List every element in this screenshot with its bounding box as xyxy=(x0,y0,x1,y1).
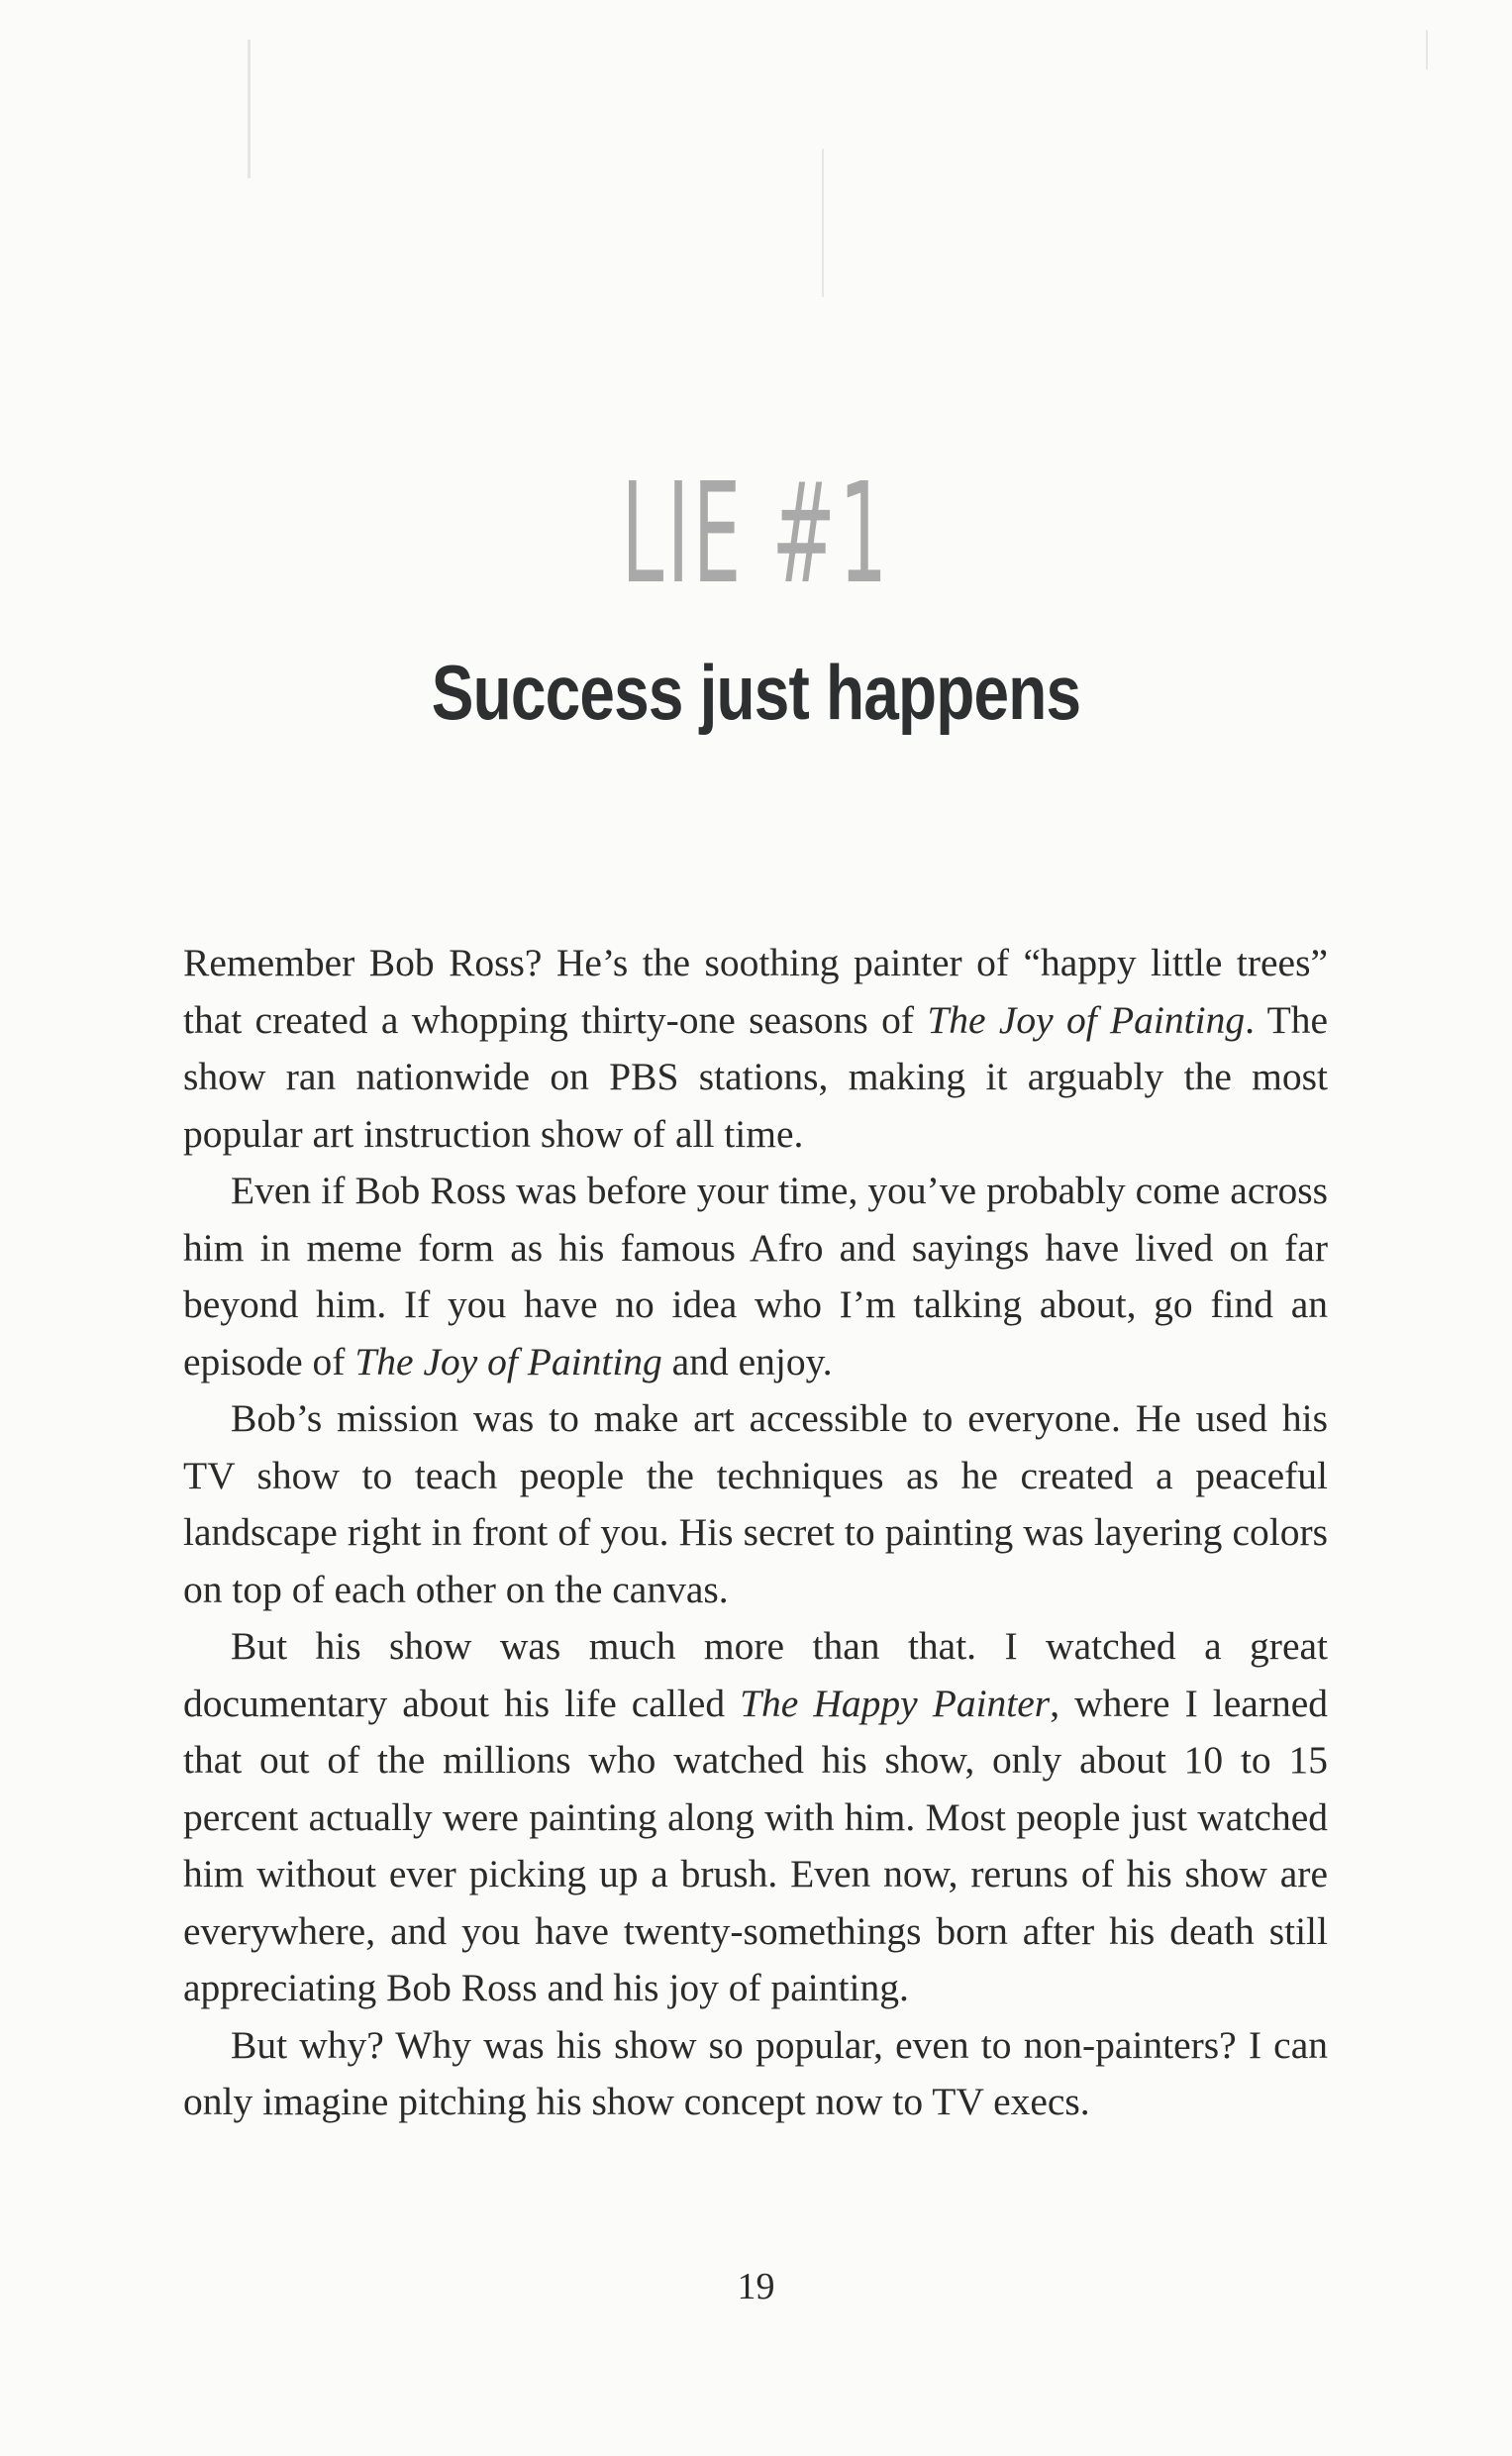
text-run: , where I learned that out of the millions who watched his show, only about 10 to 15 percent actually were painting along with him. Most people just watched him without ever picking up a brush. Even now, reruns of his show are everywhere, and you have twenty-somethings born after his death still appreciating Bob Ross and his joy of painting. xyxy=(183,1681,1328,2009)
text-run: But why? Why was his show so popular, even to non-painters? I can only imagine pitching his show concept now to TV execs. xyxy=(183,2022,1328,2123)
paragraph xyxy=(183,2017,1328,2131)
text-run: But his show was much more than that. I watched a great documentary about his life called xyxy=(183,1624,1328,1725)
italic-title: The Joy of Painting xyxy=(927,997,1246,1042)
scan-artifact xyxy=(822,149,824,297)
paragraph xyxy=(183,1390,1328,1618)
italic-title: The Happy Painter xyxy=(740,1681,1051,1725)
paragraph xyxy=(183,1618,1328,2017)
paragraph xyxy=(183,1163,1328,1390)
chapter-label: LIE #1 xyxy=(621,454,891,615)
chapter-title: Success just happens xyxy=(431,649,1081,736)
italic-title: The Joy of Painting xyxy=(354,1339,662,1383)
text-run: . The show ran nationwide on PBS stations, making it arguably the most popular art instruction show of all time. xyxy=(183,997,1328,1156)
scan-artifact xyxy=(248,40,251,178)
text-run: Bob’s mission was to make art accessible to everyone. He used his TV show to teach people the techniques as he created a peaceful landscape right in front of you. His secret to painting was layering colors on top of each other on the canvas. xyxy=(183,1396,1328,1611)
scan-artifact xyxy=(1426,30,1428,69)
paragraph xyxy=(183,935,1328,1163)
text-run: Even if Bob Ross was before your time, you’ve probably come across him in meme form as his famous Afro and sayings have lived on far beyond him. If you have no idea who I’m talking about, go find an episode of xyxy=(183,1169,1328,1383)
page-number: 19 xyxy=(737,2266,775,2307)
text-run: Remember Bob Ross? He’s the soothing painter of “happy little trees” that created a whopping thirty-one seasons of xyxy=(183,941,1328,1042)
body-text xyxy=(183,935,1328,2131)
text-run: and enjoy. xyxy=(661,1339,833,1383)
